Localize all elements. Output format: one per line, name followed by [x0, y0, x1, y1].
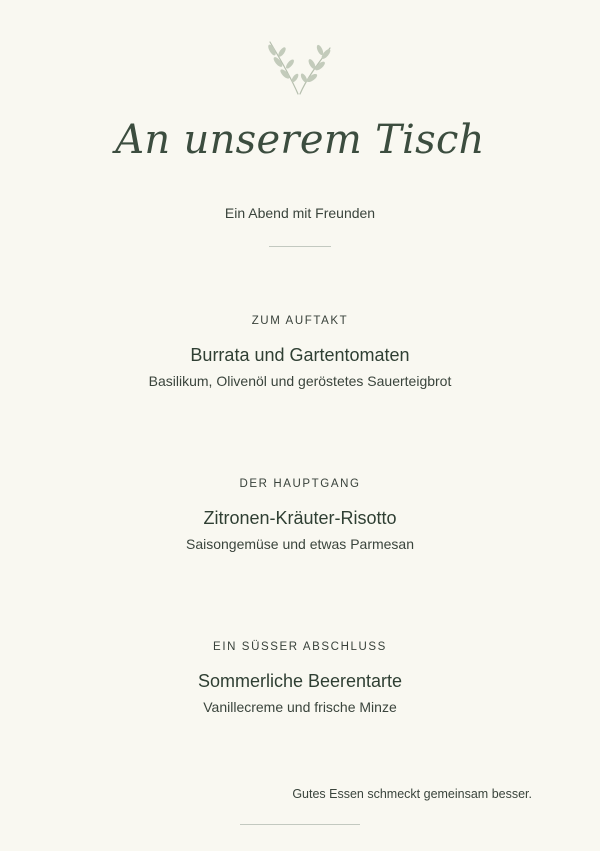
divider	[240, 824, 360, 825]
course-dish: Zitronen-Kräuter-Risotto	[203, 508, 397, 528]
course-dessert	[0, 639, 600, 716]
course-dish: Burrata und Gartentomaten	[190, 345, 410, 365]
divider	[269, 246, 331, 247]
course-label: ZUM AUFTAKT	[251, 315, 349, 327]
menu-footnote: Gutes Essen schmeckt gemeinsam besser.	[292, 787, 532, 801]
menu-title: An unserem Tisch	[115, 117, 485, 163]
course-main	[0, 476, 600, 553]
course-description: Vanillecreme und frische Minze	[203, 699, 397, 715]
menu-subtitle: Ein Abend mit Freunden	[224, 205, 376, 221]
olive-sprig-icon	[262, 36, 338, 98]
course-label: EIN SÜSSER ABSCHLUSS	[213, 641, 387, 653]
course-label: DER HAUPTGANG	[239, 478, 361, 490]
course-dish: Sommerliche Beerentarte	[197, 671, 403, 691]
course-description: Saisongemüse und etwas Parmesan	[185, 536, 415, 552]
course-description: Basilikum, Olivenöl und geröstetes Sauerteigbrot	[148, 373, 452, 389]
course-starter	[0, 313, 600, 390]
